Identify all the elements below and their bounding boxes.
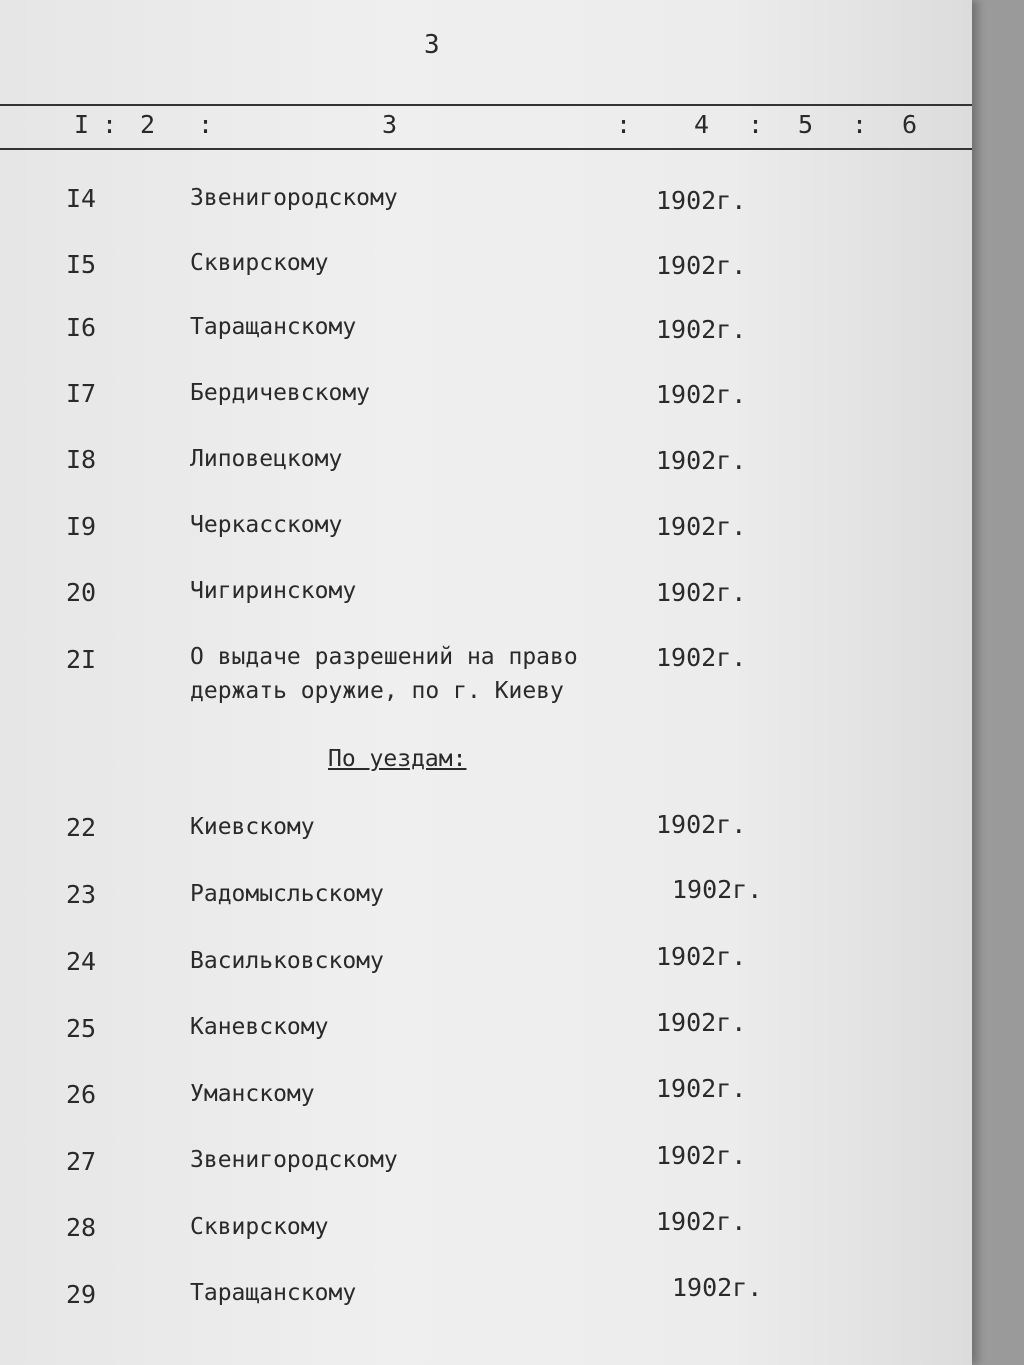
subheading: По уездам: bbox=[328, 746, 467, 772]
row-number: 23 bbox=[66, 880, 97, 909]
row-name: Уманскому bbox=[190, 1081, 315, 1107]
row-name: Звенигородскому bbox=[190, 1147, 398, 1173]
row-year: 1902г. bbox=[656, 578, 747, 607]
header-col-6: 6 bbox=[902, 110, 918, 139]
row-name: Таращанскому bbox=[190, 314, 357, 340]
row-name: Каневскому bbox=[190, 1014, 329, 1040]
header-col-4: 4 bbox=[694, 110, 710, 139]
row-number: 22 bbox=[66, 813, 97, 842]
row-year: 1902г. bbox=[656, 942, 747, 971]
header-col-1: I bbox=[74, 110, 90, 139]
row-year: 1902г. bbox=[672, 875, 763, 904]
row-year: 1902г. bbox=[656, 186, 747, 215]
header-col-5: 5 bbox=[798, 110, 814, 139]
page-number: 3 bbox=[424, 30, 440, 60]
row-number: I5 bbox=[66, 250, 97, 279]
row-name: Сквирскому bbox=[190, 250, 329, 276]
row-name: Звенигородскому bbox=[190, 185, 398, 211]
row-name: Васильковскому bbox=[190, 948, 384, 974]
row-number: 2I bbox=[66, 645, 97, 674]
row-number: 26 bbox=[66, 1080, 97, 1109]
row-year: 1902г. bbox=[656, 512, 747, 541]
row-year: 1902г. bbox=[656, 1008, 747, 1037]
row-year: 1902г. bbox=[672, 1273, 763, 1302]
header-sep: : bbox=[852, 110, 868, 139]
row-name: Таращанскому bbox=[190, 1280, 357, 1306]
row-number: I8 bbox=[66, 445, 97, 474]
row-name-continued: держать оружие, по г. Киеву bbox=[190, 678, 564, 704]
row-number: I4 bbox=[66, 184, 97, 213]
row-number: 28 bbox=[66, 1213, 97, 1242]
row-name: Сквирскому bbox=[190, 1214, 329, 1240]
row-year: 1902г. bbox=[656, 810, 747, 839]
row-name: Липовецкому bbox=[190, 446, 343, 472]
row-name: Радомысльскому bbox=[190, 881, 384, 907]
row-year: 1902г. bbox=[656, 315, 747, 344]
header-sep: : bbox=[102, 110, 118, 139]
header-sep: : bbox=[748, 110, 764, 139]
row-number: 20 bbox=[66, 578, 97, 607]
row-name: Бердичевскому bbox=[190, 380, 371, 406]
row-number: 25 bbox=[66, 1014, 97, 1043]
row-year: 1902г. bbox=[656, 251, 747, 280]
header-rule-bottom bbox=[0, 148, 972, 150]
header-col-3: 3 bbox=[382, 110, 398, 139]
header-col-2: 2 bbox=[140, 110, 156, 139]
row-number: I7 bbox=[66, 379, 97, 408]
row-number: 27 bbox=[66, 1147, 97, 1176]
row-name: Черкасскому bbox=[190, 512, 343, 538]
row-number: I6 bbox=[66, 313, 97, 342]
row-number: I9 bbox=[66, 512, 97, 541]
row-year: 1902г. bbox=[656, 643, 747, 672]
row-name: Киевскому bbox=[190, 814, 315, 840]
row-number: 29 bbox=[66, 1280, 97, 1309]
row-year: 1902г. bbox=[656, 1207, 747, 1236]
row-name: О выдаче разрешений на право bbox=[190, 644, 578, 670]
header-sep: : bbox=[616, 110, 632, 139]
header-rule-top bbox=[0, 104, 972, 106]
row-number: 24 bbox=[66, 947, 97, 976]
row-year: 1902г. bbox=[656, 446, 747, 475]
row-year: 1902г. bbox=[656, 380, 747, 409]
header-sep: : bbox=[198, 110, 214, 139]
row-year: 1902г. bbox=[656, 1141, 747, 1170]
row-name: Чигиринскому bbox=[190, 578, 357, 604]
row-year: 1902г. bbox=[656, 1074, 747, 1103]
